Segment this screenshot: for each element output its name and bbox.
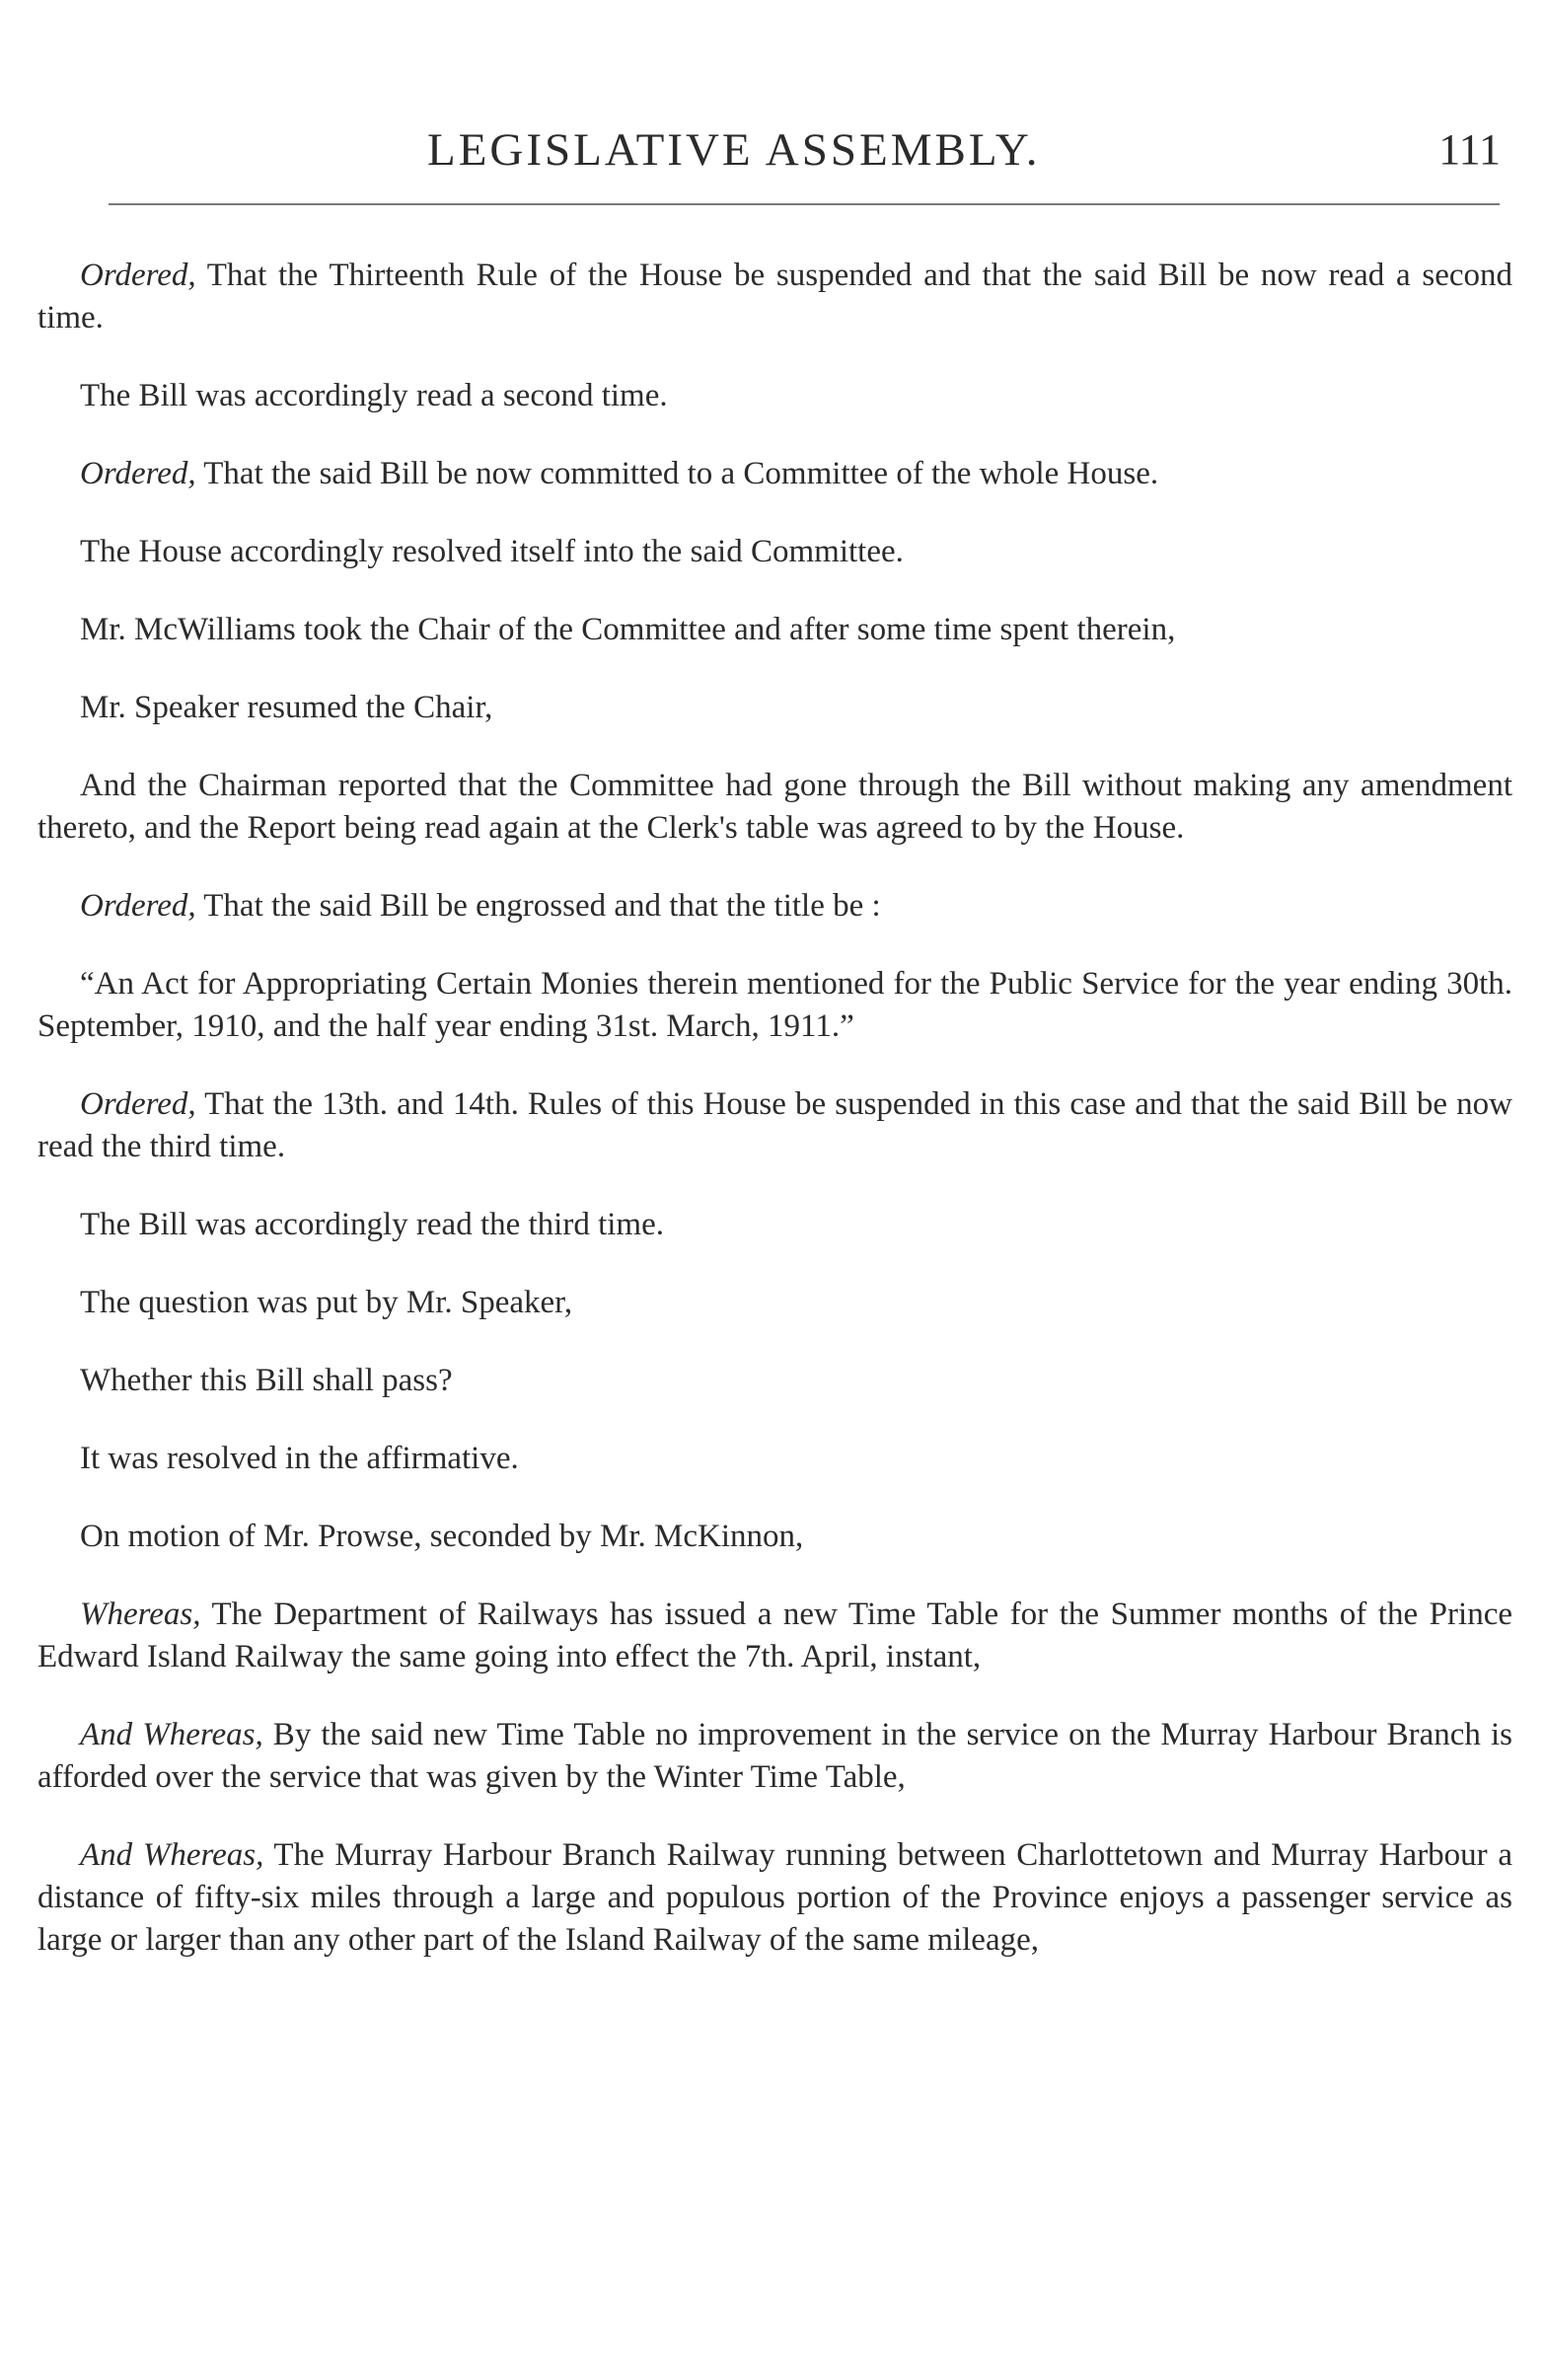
paragraph: [37, 531, 1512, 573]
document-page: [37, 0, 1512, 2380]
paragraph: [37, 765, 1512, 850]
paragraph-text: The Murray Harbour Branch Railway running between Charlottetown and Murray Harbour a distance of fifty-six miles through a large and populous portion of the Province enjoys a passenger service as large or larger than any other part of the Island Railway of the same mileage,: [37, 1837, 1512, 1958]
paragraph-lead: Ordered,: [80, 258, 196, 293]
paragraph-text: “An Act for Appropriating Certain Monies therein mentioned for the Public Service for the year ending 30th. September, 1910, and the half year ending 31st. March, 1911.”: [37, 966, 1512, 1044]
paragraph: [37, 1714, 1512, 1799]
paragraph-text: On motion of Mr. Prowse, seconded by Mr. McKinnon,: [80, 1519, 804, 1554]
paragraph-text: That the said Bill be now committed to a Committee of the whole House.: [195, 456, 1159, 491]
paragraph-text: That the Thirteenth Rule of the House be suspended and that the said Bill be now read a second time.: [37, 258, 1512, 335]
paragraph-text: Mr. McWilliams took the Chair of the Committee and after some time spent therein,: [80, 612, 1176, 647]
paragraph-lead: Ordered,: [80, 456, 196, 491]
paragraph-text: Whether this Bill shall pass?: [80, 1363, 453, 1398]
page-header: [37, 120, 1512, 180]
running-title: LEGISLATIVE ASSEMBLY.: [427, 124, 1041, 176]
paragraph: [37, 255, 1512, 339]
header-rule: [109, 203, 1500, 205]
body-text: [37, 255, 1512, 1997]
paragraph: [37, 375, 1512, 417]
paragraph-text: By the said new Time Table no improvement in the service on the Murray Harbour Branch is afforded over the service that was given by the Winter Time Table,: [37, 1717, 1512, 1795]
paragraph-lead: Ordered,: [80, 1086, 196, 1122]
paragraph: [37, 1282, 1512, 1324]
paragraph: [37, 1360, 1512, 1402]
paragraph-lead: Ordered,: [80, 888, 196, 924]
paragraph-lead: And Whereas,: [80, 1837, 264, 1873]
paragraph-text: The question was put by Mr. Speaker,: [80, 1285, 573, 1320]
paragraph: [37, 1438, 1512, 1480]
paragraph: [37, 609, 1512, 651]
paragraph-text: The Department of Railways has issued a new Time Table for the Summer months of the Prince Edward Island Railway the same going into effect the 7th. April, instant,: [37, 1597, 1512, 1674]
paragraph: [37, 885, 1512, 928]
paragraph-text: Mr. Speaker resumed the Chair,: [80, 690, 493, 725]
paragraph: [37, 1516, 1512, 1558]
paragraph-text: That the said Bill be engrossed and that the title be :: [195, 888, 881, 924]
paragraph: [37, 1083, 1512, 1168]
paragraph-text: And the Chairman reported that the Committee had gone through the Bill without making any amendment thereto, and the Report being read again at the Clerk's table was agreed to by the House.: [37, 768, 1512, 846]
paragraph-lead: Whereas,: [80, 1597, 201, 1632]
paragraph-text: That the 13th. and 14th. Rules of this House be suspended in this case and that the said Bill be now read the third time.: [37, 1086, 1512, 1164]
paragraph-text: The Bill was accordingly read a second time.: [80, 378, 668, 413]
paragraph-lead: And Whereas,: [80, 1717, 263, 1752]
paragraph: [37, 1594, 1512, 1678]
paragraph: [37, 1204, 1512, 1246]
paragraph: [37, 687, 1512, 729]
page-number: 111: [1438, 125, 1501, 174]
paragraph: [37, 453, 1512, 495]
paragraph-text: The House accordingly resolved itself into the said Committee.: [80, 534, 904, 569]
paragraph: [37, 1834, 1512, 1962]
paragraph-text: The Bill was accordingly read the third time.: [80, 1207, 664, 1242]
paragraph: [37, 963, 1512, 1048]
paragraph-text: It was resolved in the affirmative.: [80, 1441, 519, 1476]
